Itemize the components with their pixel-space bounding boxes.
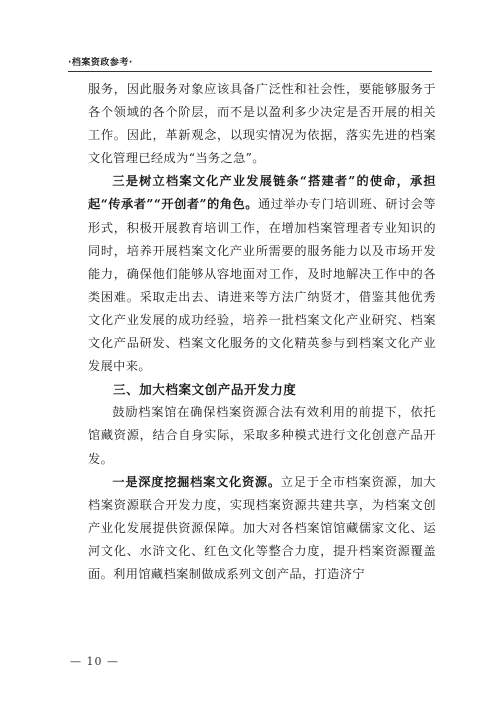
paragraph-lead: 三是树立档案文化产业发展链条“搭建者”的使命，承担起“传承者”“开创者”的角色。	[88, 174, 436, 212]
paragraph-body: 通过举办专门培训班、研讨会等形式，积极开展教育培训工作，在增加档案管理者专业知识的同时，培养开展档案文化产业所需要的服务能力以及市场开发能力，确保他们能够从容地面对工作，及时地解决工作中的各类困难。采取走出去、请进来等方法广纳贤才，借鉴其他优秀文化产业发展的成功经验，培养一批档案文化产业研究、档案文化产品研发、档案文化服务的文化精英参与到档案文化产业发展中来。	[88, 197, 436, 374]
paragraph-intro: 鼓励档案馆在确保档案资源合法有效利用的前提下，依托馆藏资源，结合自身实际，采取多种模式进行文化创意产品开发。	[88, 405, 436, 466]
paragraph-continuation: 服务，因此服务对象应该具备广泛性和社会性，要能够服务于各个领域的各个阶层，而不是以盈利多少决定是否开展的相关工作。因此，革新观念，以现实情况为依据，落实先进的档案文化管理已经成为“当务之急”。	[88, 82, 436, 166]
section-heading: 三、加大档案文创产品开发力度	[113, 382, 297, 398]
running-header: ·档案资政参考·	[68, 58, 133, 68]
body-text	[88, 78, 436, 586]
paragraph-point-three	[88, 170, 436, 378]
paragraph-point-one	[88, 471, 436, 586]
header-divider	[68, 71, 432, 72]
paragraph-lead: 一是深度挖掘档案文化资源。	[112, 474, 281, 489]
page-number: — 10 —	[70, 655, 119, 668]
paragraph-body: 立足于全市档案资源，加大档案资源联合开发力度，实现档案资源共建共享，为档案文创产业化发展提供资源保障。加大对各档案馆馆藏儒家文化、运河文化、水浒文化、红色文化等整合力度，提升档案资源覆盖面。利用馆藏档案制做成系列文创产品，打造济宁	[88, 474, 436, 581]
